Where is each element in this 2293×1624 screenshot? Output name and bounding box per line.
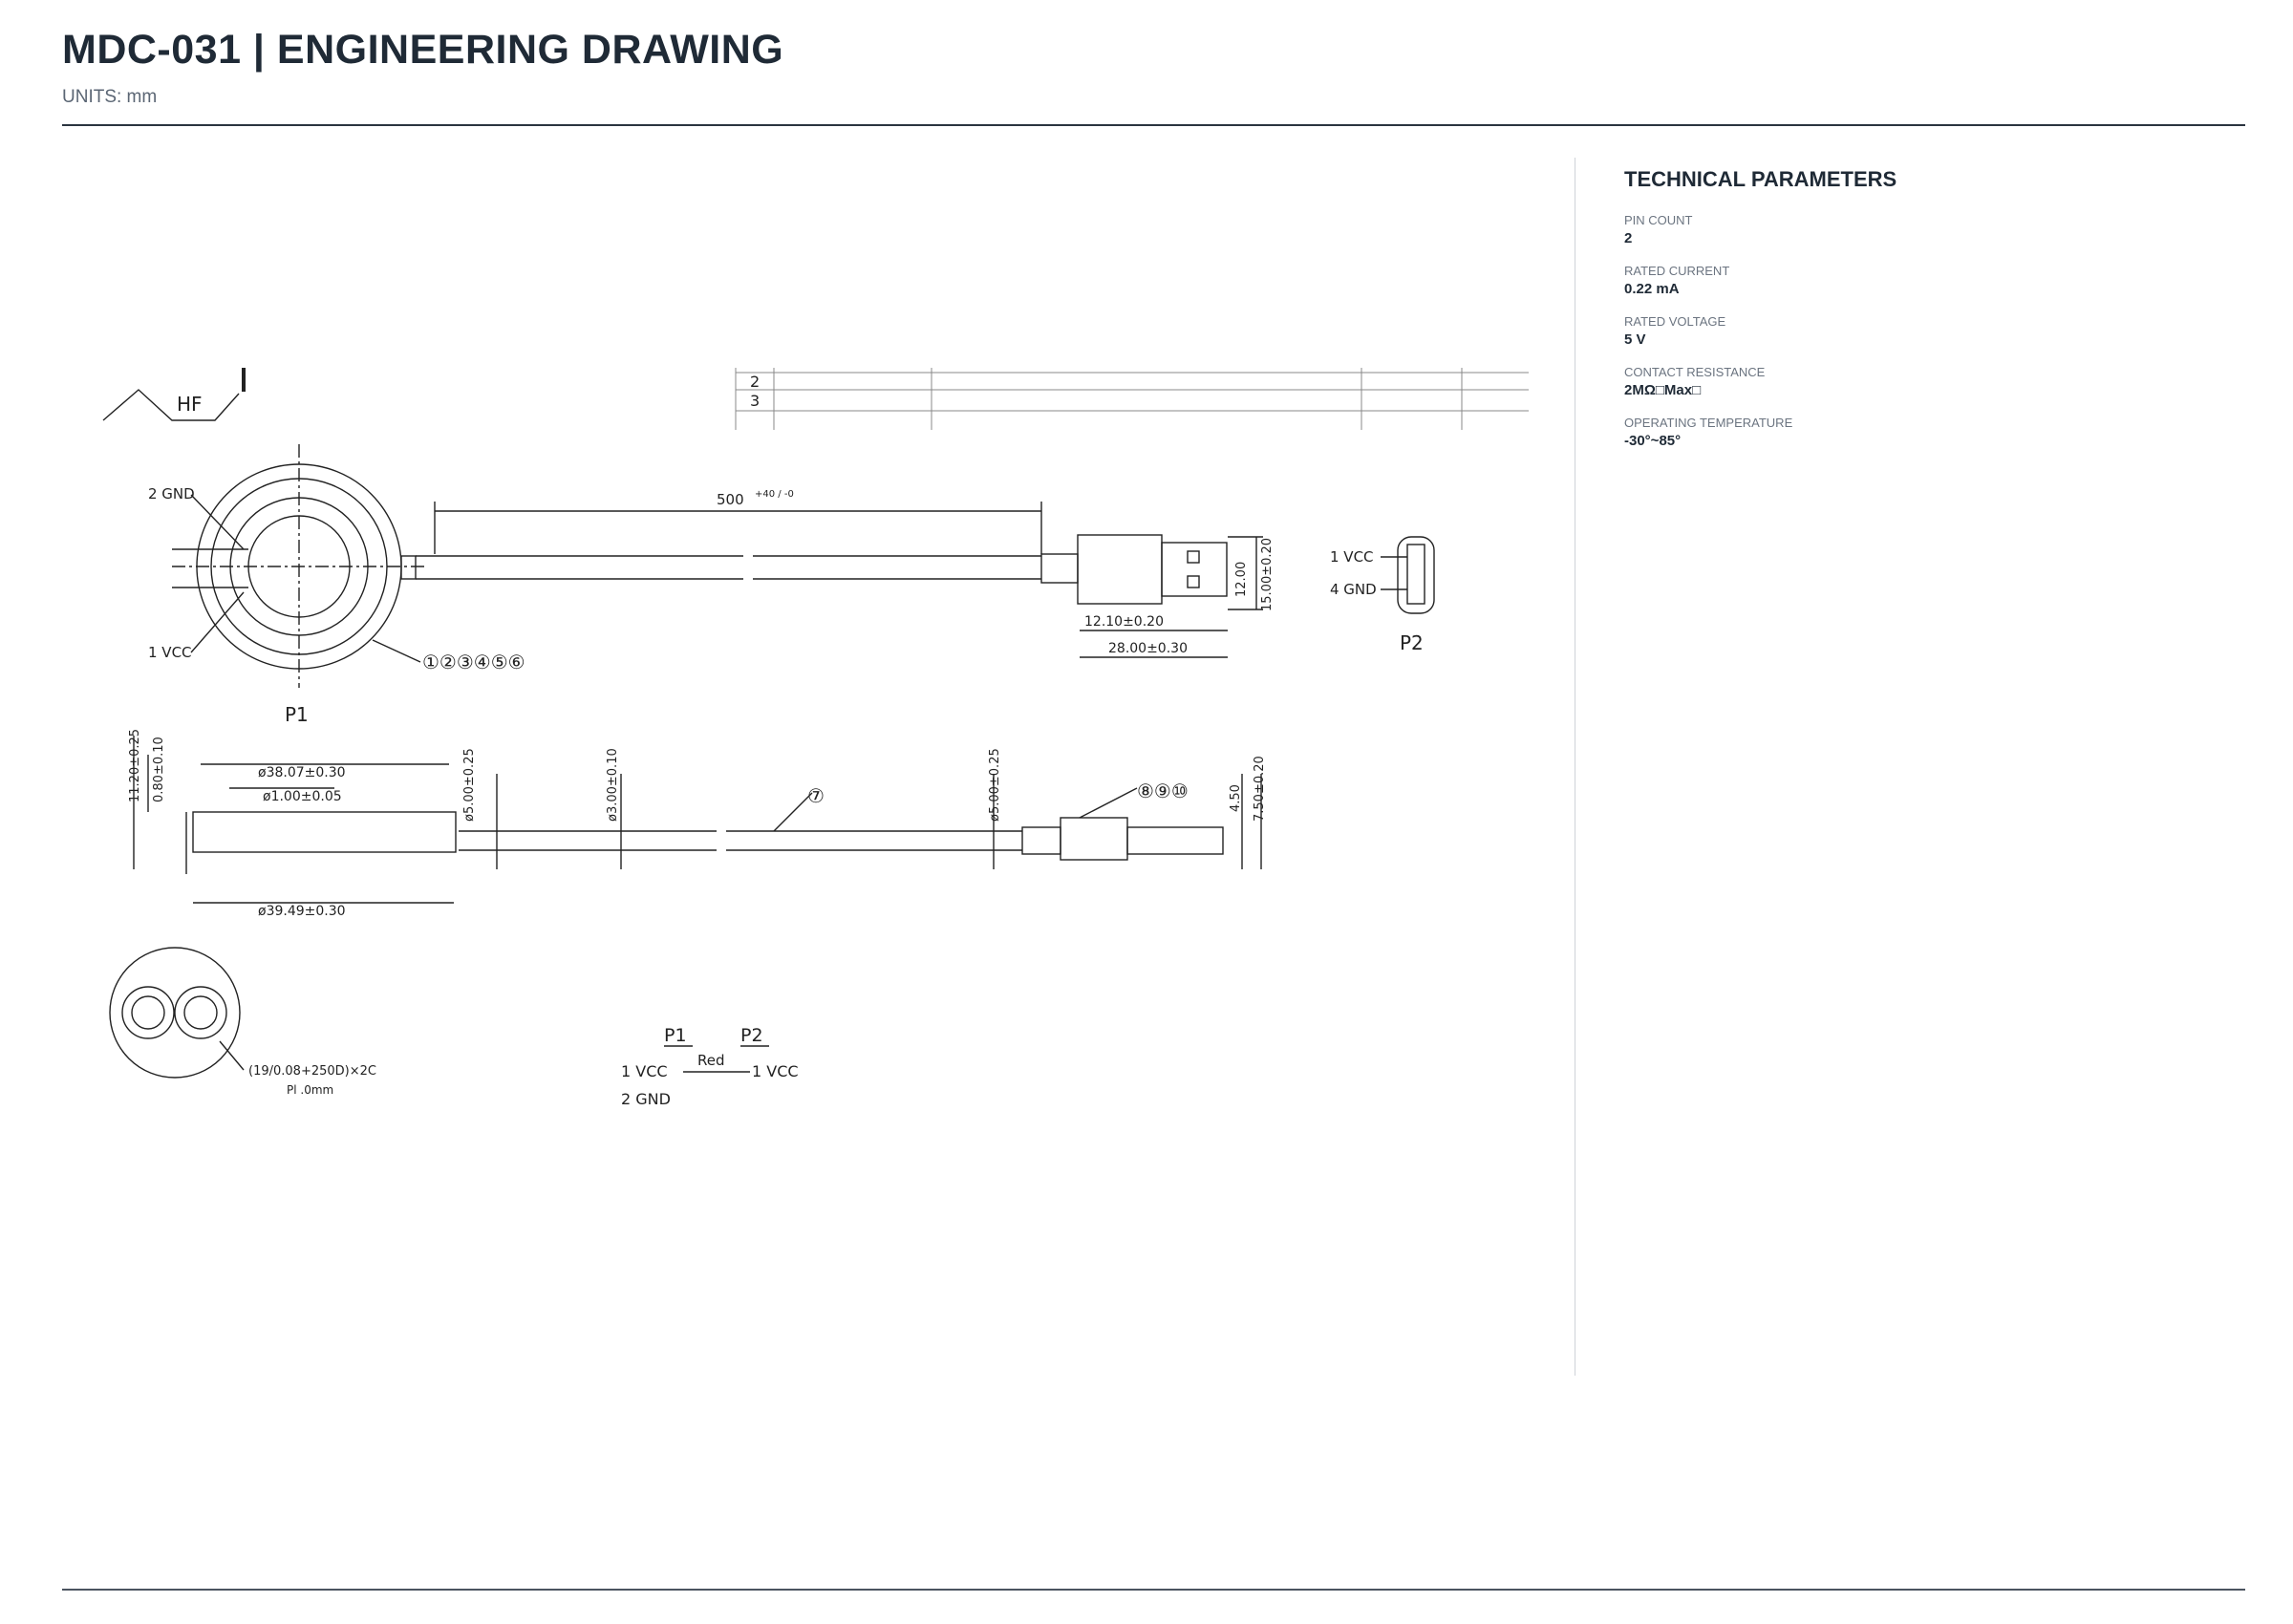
p1-vcc-label: 1 VCC <box>148 644 192 661</box>
hf-symbol <box>103 390 239 420</box>
dim-cable-dia-3: ø5.00±0.25 <box>988 748 1002 822</box>
units-label: UNITS: mm <box>62 87 158 107</box>
dim-diameter-2: ø1.00±0.05 <box>263 789 342 804</box>
hf-label: HF <box>177 393 203 416</box>
param-value: 0.22 mA <box>1624 281 1680 297</box>
part-7-callout: ⑦ <box>807 784 825 807</box>
wiring-row1-left: 1 VCC <box>621 1062 668 1080</box>
dim-750: 7.50±0.20 <box>1253 756 1267 822</box>
side-view <box>134 736 1261 903</box>
drawing-canvas <box>57 353 1548 1175</box>
parts-890-callout: ⑧⑨⑩ <box>1137 780 1189 802</box>
dim-usb-width: 12.10±0.20 <box>1084 614 1164 630</box>
param-value: 5 V <box>1624 331 1646 348</box>
wiring-p1: P1 <box>664 1025 687 1046</box>
param-label: PIN COUNT <box>1624 213 1693 227</box>
dim-usb-h2: 15.00±0.20 <box>1260 537 1275 611</box>
dim-cable-dia-1: ø5.00±0.25 <box>462 748 477 822</box>
cable-top <box>401 502 1263 657</box>
wire-cross-section <box>110 948 244 1078</box>
parameters-heading: TECHNICAL PARAMETERS <box>1624 167 1897 191</box>
p2-vcc-label: 1 VCC <box>1330 548 1374 566</box>
param-label: RATED VOLTAGE <box>1624 314 1726 329</box>
page-header <box>62 27 783 108</box>
dim-cable-length: 500 <box>717 491 744 508</box>
wiring-row2-left: 2 GND <box>621 1090 671 1108</box>
dim-diameter-1: ø38.07±0.30 <box>258 765 346 780</box>
wire-spec-2: Pl .0mm <box>287 1083 334 1097</box>
engineering-drawing <box>57 353 1548 1175</box>
revision-table <box>736 368 1529 430</box>
header-divider <box>62 124 2245 126</box>
table-row-2: 2 <box>750 373 761 391</box>
param-operating-temperature <box>1624 416 2217 449</box>
p1-top-view <box>172 444 425 688</box>
param-label: OPERATING TEMPERATURE <box>1624 416 1793 430</box>
technical-parameters-panel <box>1624 167 2217 466</box>
param-contact-resistance <box>1624 365 2217 398</box>
p1-label: P1 <box>285 703 309 726</box>
wiring-row1-right: 1 VCC <box>752 1062 799 1080</box>
dim-cable-length-tol: +40 / -0 <box>755 489 794 500</box>
wire-spec: (19/0.08+250D)×2C <box>248 1064 376 1079</box>
dim-side-height: 11.20±0.25 <box>128 728 142 802</box>
param-label: CONTACT RESISTANCE <box>1624 365 1766 379</box>
dim-diameter-3: ø39.49±0.30 <box>258 904 346 919</box>
p1-parts-callout: ①②③④⑤⑥ <box>422 651 525 673</box>
dim-usb-h1: 12.00 <box>1234 561 1249 597</box>
param-rated-voltage <box>1624 314 2217 348</box>
p2-label: P2 <box>1400 631 1424 654</box>
param-label: RATED CURRENT <box>1624 264 1730 278</box>
wiring-color: Red <box>697 1052 725 1069</box>
p2-connector-face <box>1381 537 1434 613</box>
param-value: -30°~85° <box>1624 433 1682 449</box>
dim-cable-dia-2: ø3.00±0.10 <box>606 748 620 822</box>
page-title: MDC-031 | ENGINEERING DRAWING <box>62 27 784 73</box>
footer-divider <box>62 1589 2245 1591</box>
wiring-p2: P2 <box>740 1025 763 1046</box>
param-value: 2 <box>1624 230 1633 246</box>
param-pin-count <box>1624 213 2217 246</box>
dim-usb-length: 28.00±0.30 <box>1108 641 1188 656</box>
p2-gnd-label: 4 GND <box>1330 581 1377 598</box>
table-row-3: 3 <box>750 392 761 410</box>
p1-gnd-label: 2 GND <box>148 485 195 502</box>
param-value: 2MΩ□Max□ <box>1624 382 1702 398</box>
param-rated-current <box>1624 264 2217 297</box>
dim-450: 4.50 <box>1229 784 1243 812</box>
dim-side-height-2: 0.80±0.10 <box>152 737 166 802</box>
